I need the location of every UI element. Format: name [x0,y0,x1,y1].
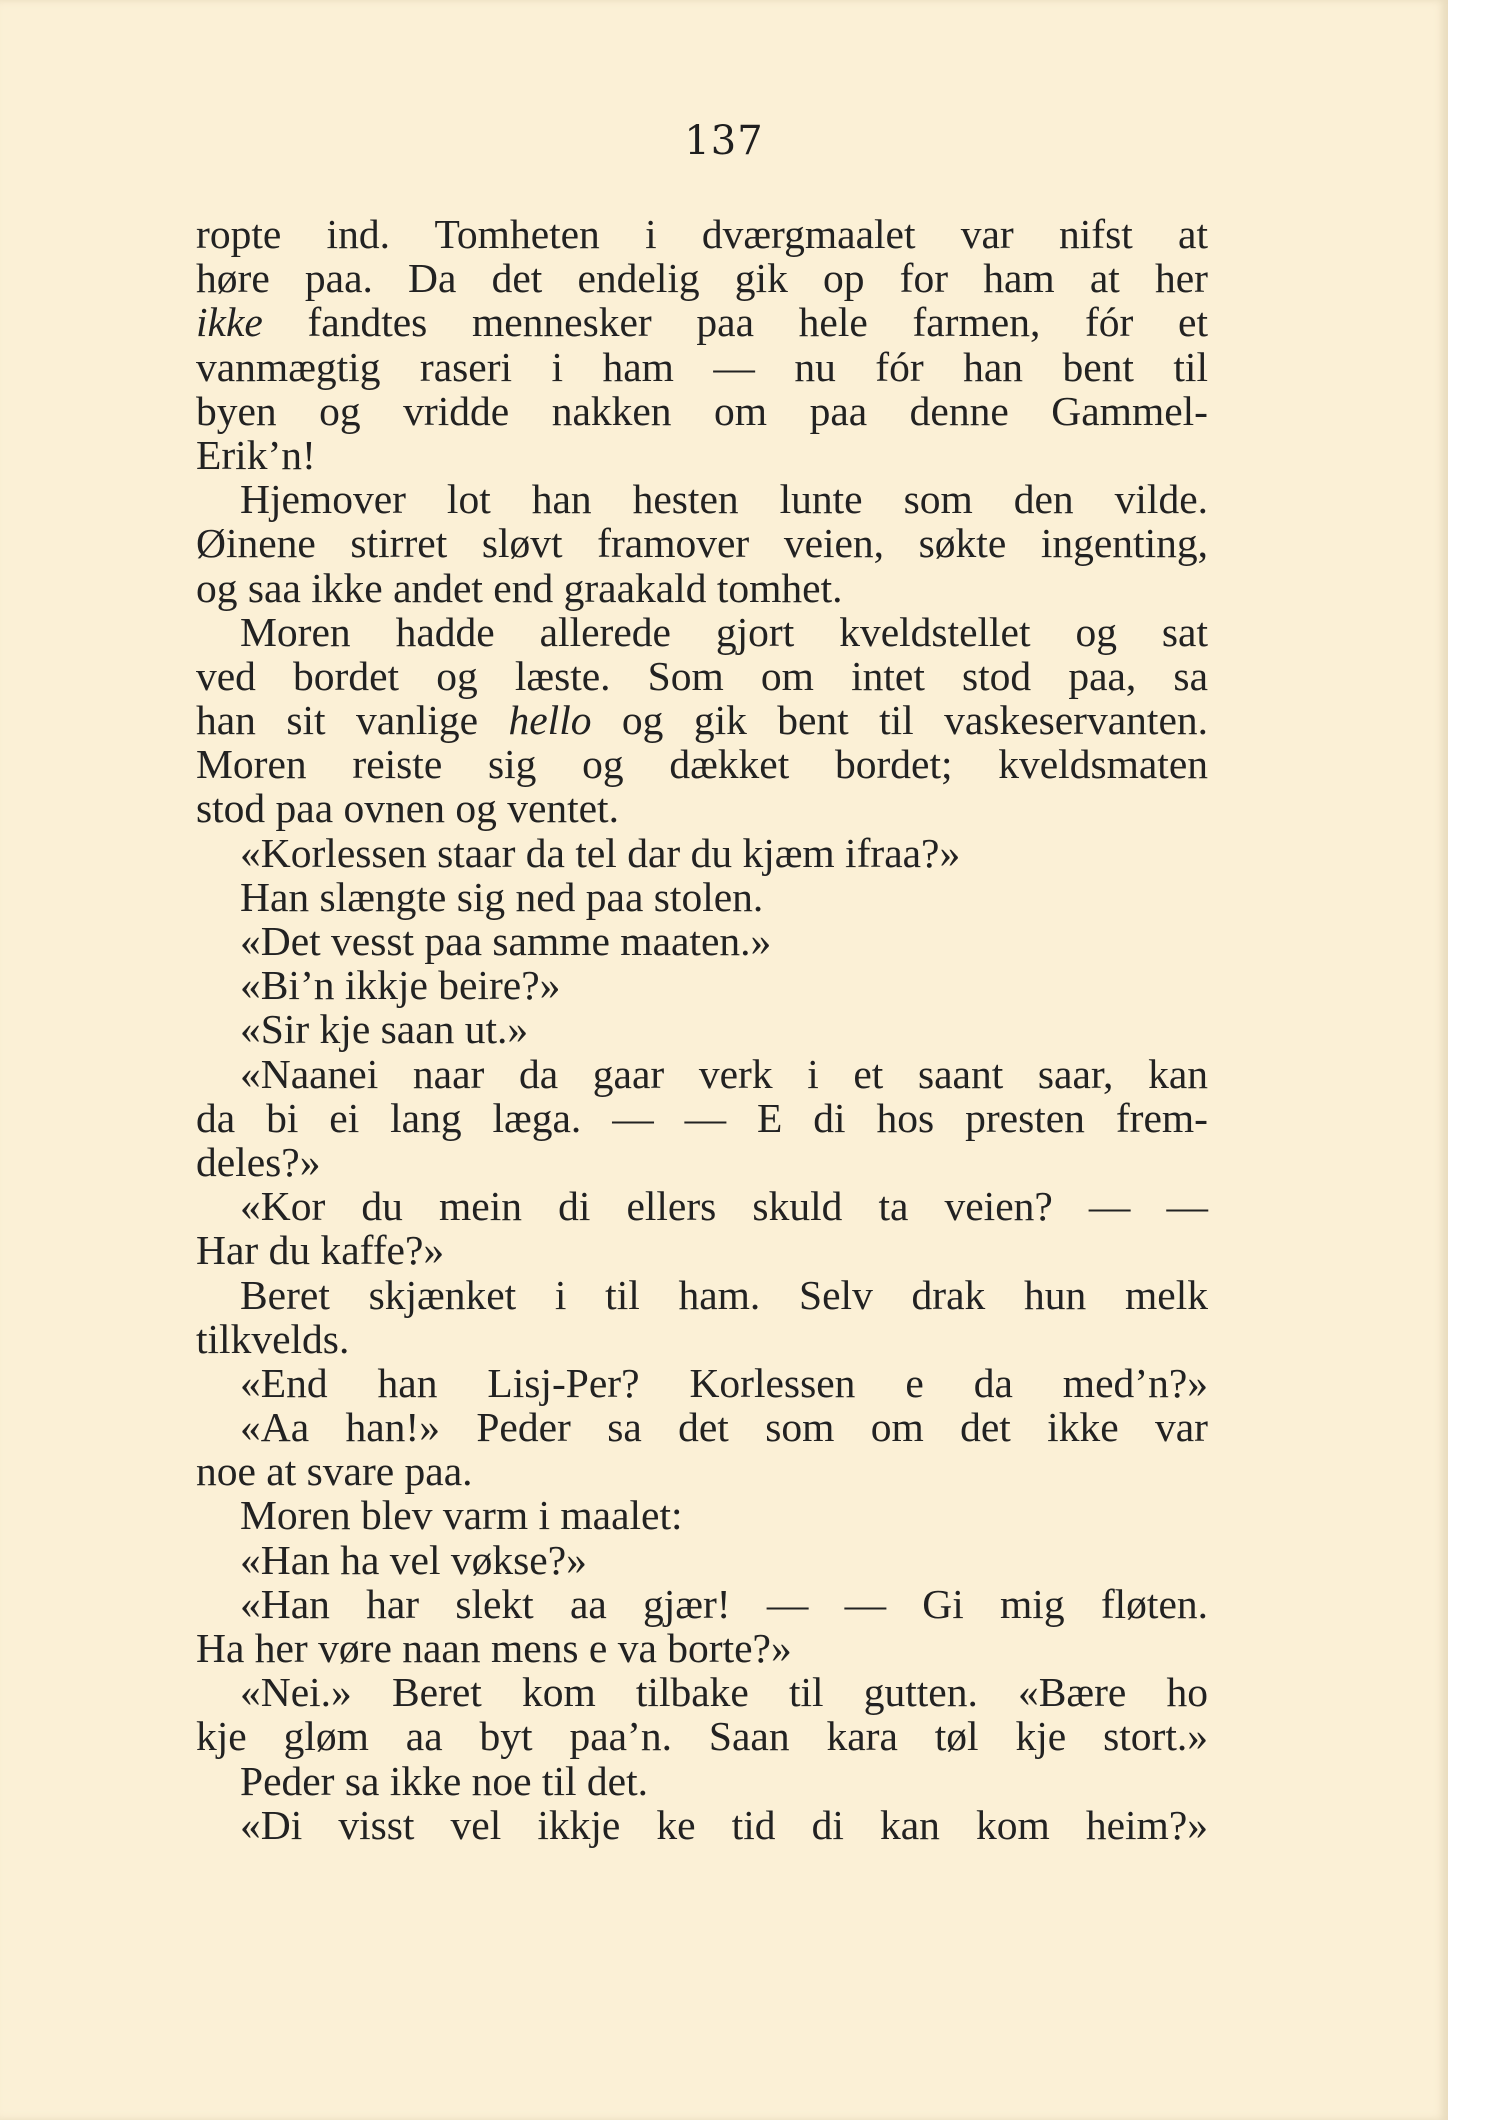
italic-word: hello [508,697,592,744]
text-line: «Det vesst paa samme maaten.» [240,918,772,964]
text-line: Moren reiste sig og dækket bordet; kveldsmaten [196,741,1208,788]
text-line: «Han ha vel vøkse?» [240,1536,587,1583]
text-line: og saa ikke andet end graakald tomhet. [196,564,843,611]
text-line: vanmægtig raseri i ham — nu fór han bent til [196,343,1208,390]
text-line: «Kor du mein di ellers skuld ta veien? — — [240,1183,1208,1230]
text-line: «Aa han!» Peder sa det som om det ikke var [240,1404,1208,1451]
text-line: «Korlessen staar da tel dar du kjæm ifraa?» [240,829,961,876]
text-line: høre paa. Da det endelig gik op for ham at her [196,255,1208,302]
text-line: da bi ei lang læga. — — E di hos presten frem- [196,1094,1208,1141]
text-line: Han slængte sig ned paa stolen. [240,873,764,920]
text-line: Peder sa ikke noe til det. [240,1757,648,1804]
text-line: «Nei.» Beret kom tilbake til gutten. «Bære ho [240,1669,1208,1716]
text-line: Øinene stirret sløvt framover veien, søkte ingenting, [196,520,1208,567]
text-line: Ha her vøre naan mens e va borte?» [196,1625,792,1671]
text-line: ved bordet og læste. Som om intet stod paa, sa [196,652,1208,699]
text-line: kje gløm aa byt paa’n. Saan kara tøl kje stort.» [196,1713,1208,1760]
scan-margin [1448,0,1504,2120]
text-line: tilkvelds. [196,1315,350,1362]
text-line: ikke fandtes mennesker paa hele farmen, fór et [196,299,1208,346]
text-line: Beret skjænket i til ham. Selv drak hun melk [240,1271,1208,1318]
text-line: Erik’n! [196,431,316,478]
page-number: 137 [684,118,764,164]
text-line: noe at svare paa. [196,1448,473,1495]
text-line: «End han Lisj-Per? Korlessen e da med’n?» [240,1359,1208,1406]
text-line: «Sir kje saan ut.» [240,1006,529,1053]
text-line: ropte ind. Tomheten i dværgmaalet var nifst at [196,211,1208,257]
text-line: Moren blev varm i maalet: [240,1492,683,1539]
text-line: «Naanei naar da gaar verk i et saant saar, kan [240,1050,1208,1097]
text-line: byen og vridde nakken om paa denne Gammel- [196,387,1208,434]
text-line: «Han har slekt aa gjær! — — Gi mig fløten. [240,1580,1208,1627]
italic-word: ikke [196,299,263,346]
text-line: stod paa ovnen og ventet. [196,785,619,832]
text-line: Hjemover lot han hesten lunte som den vilde. [240,476,1208,523]
body-text [196,212,1208,1847]
text-line: Moren hadde allerede gjort kveldstellet og sat [240,608,1208,655]
text-line: Har du kaffe?» [196,1227,445,1274]
text-line: deles?» [196,1138,321,1185]
text-line: «Bi’n ikkje beire?» [240,962,561,1009]
text-line: han sit vanlige hello og gik bent til vaskeservanten. [196,697,1208,744]
text-line: «Di visst vel ikkje ke tid di kan kom heim?» [240,1801,1208,1848]
